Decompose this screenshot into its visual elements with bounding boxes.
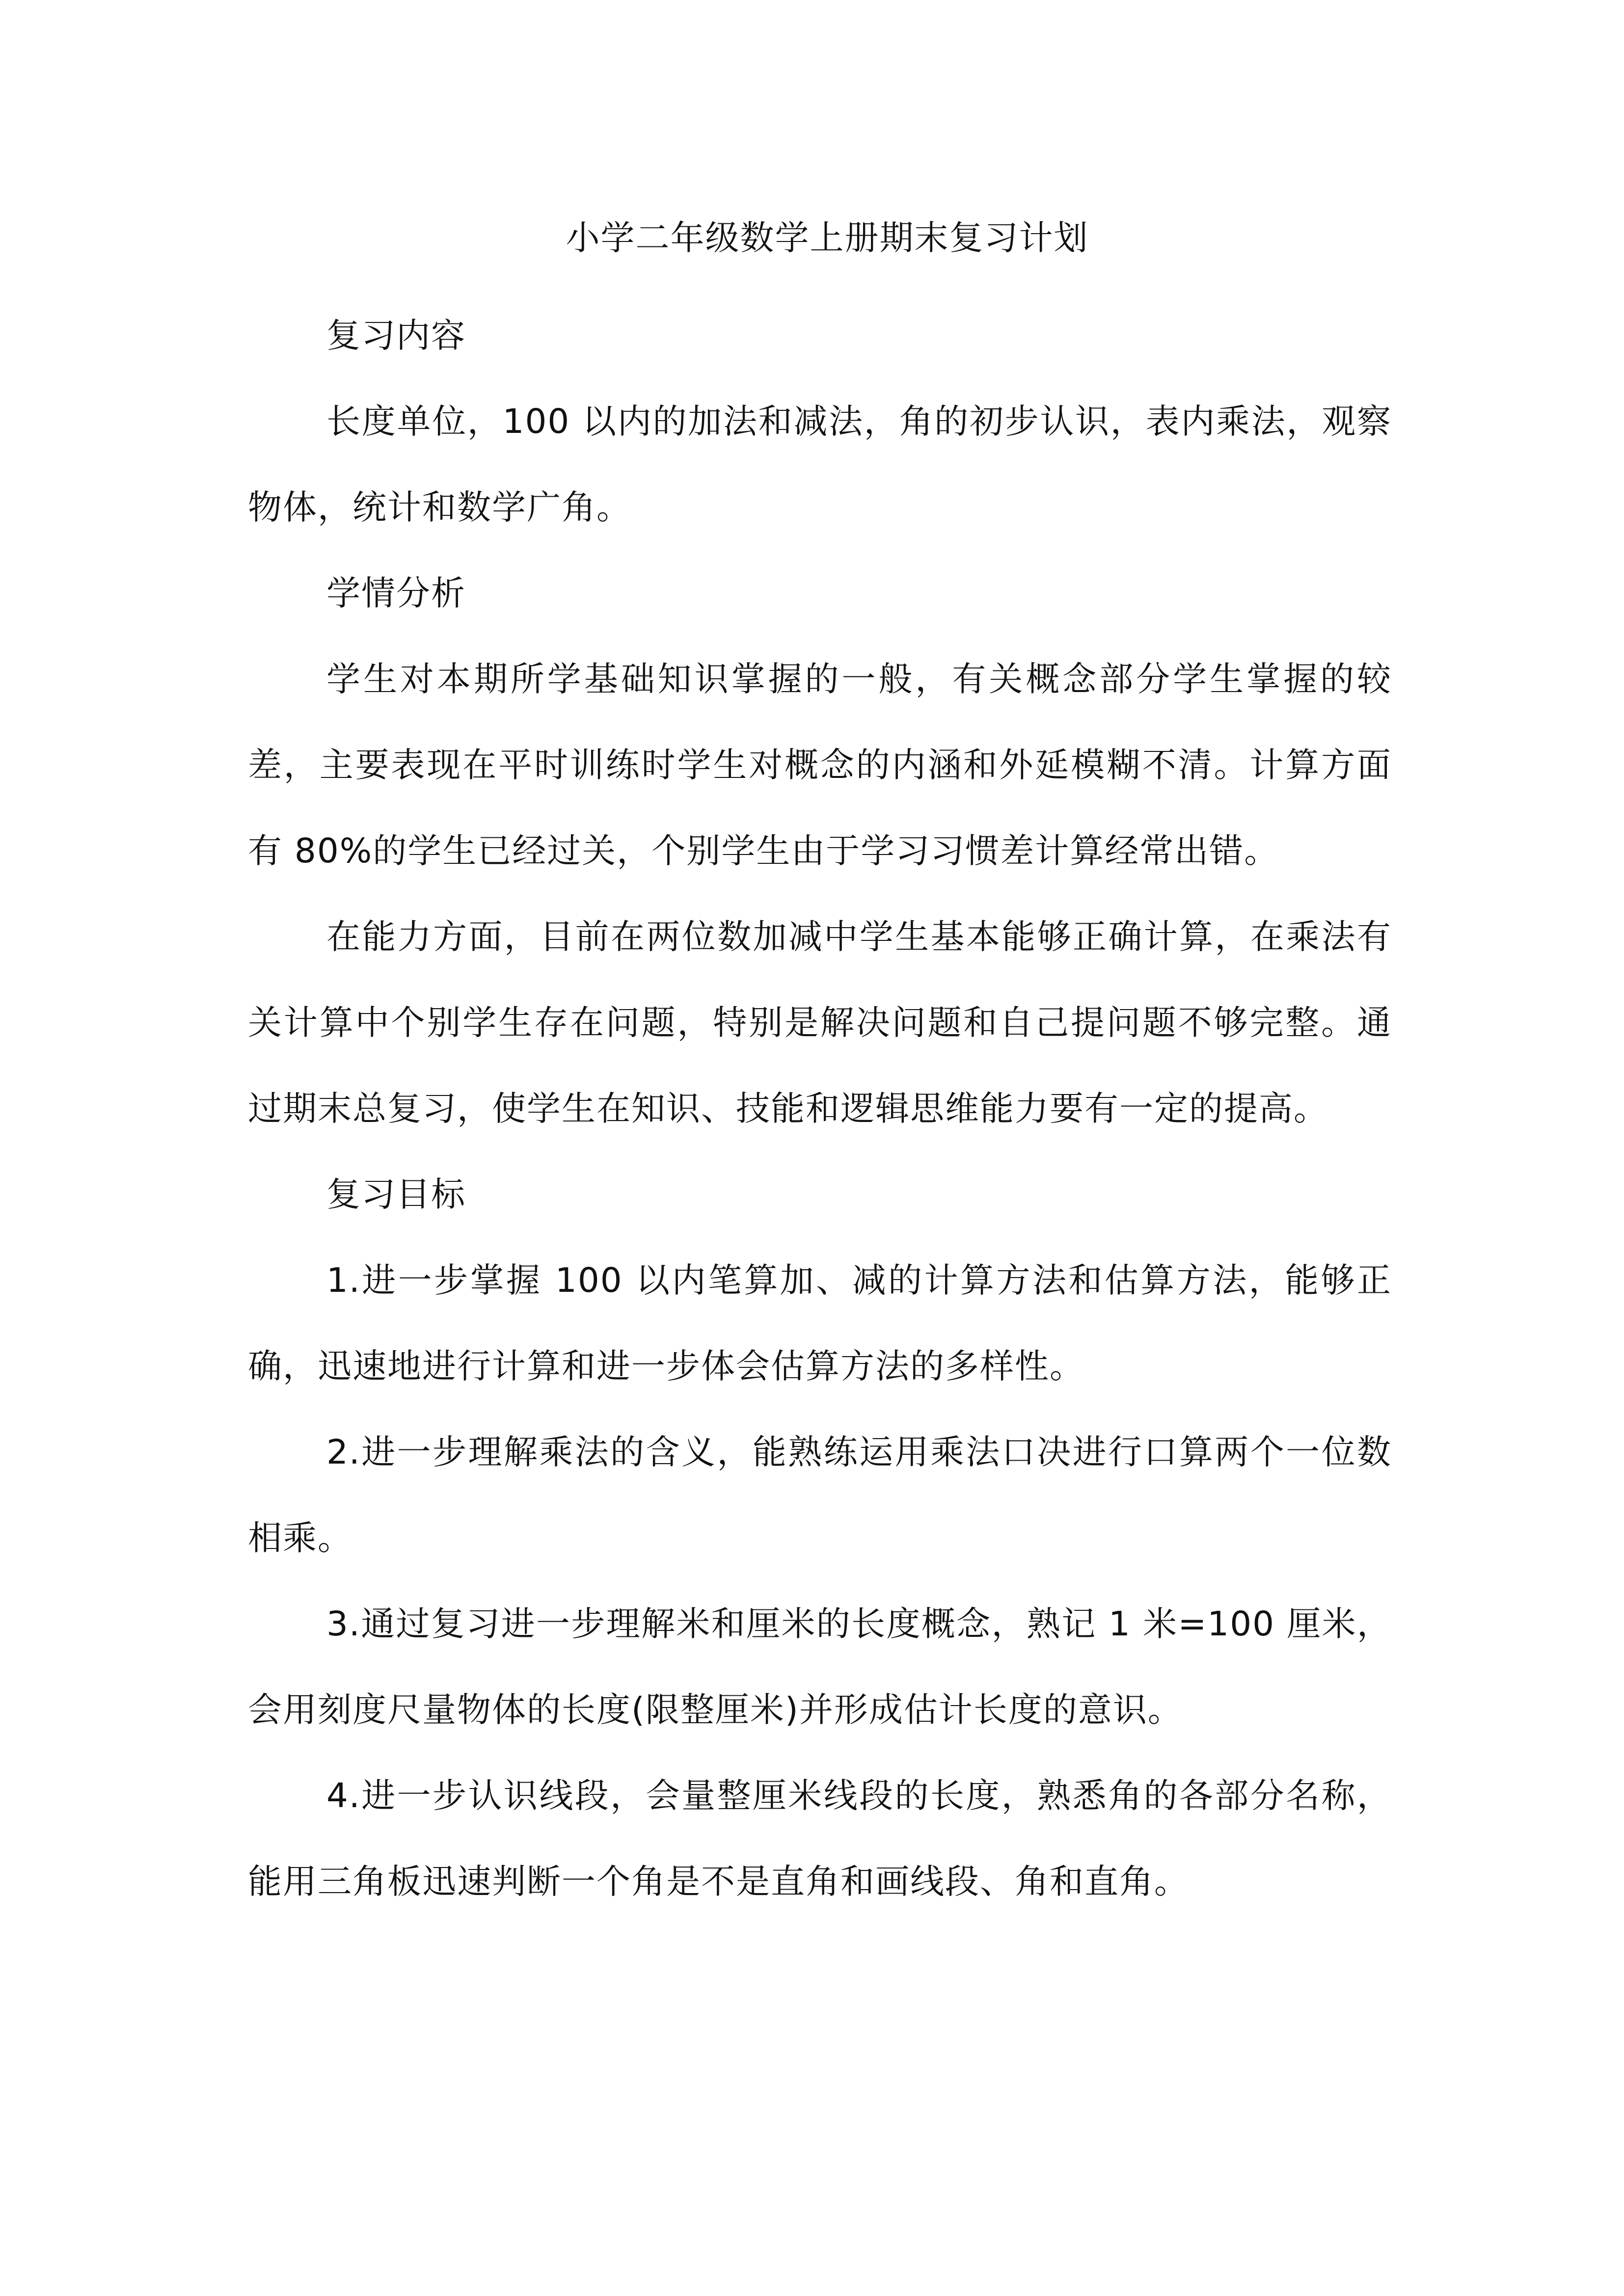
- document-body: [248, 209, 1392, 1925]
- paragraph: 3.通过复习进一步理解米和厘米的长度概念，熟记 1 米=100 厘米，会用刻度尺量物体的长度(限整厘米)并形成估计长度的意识。: [248, 1604, 1392, 1730]
- paragraph: 学生对本期所学基础知识掌握的一般，有关概念部分学生掌握的较差，主要表现在平时训练时学生对概念的内涵和外延模糊不清。计算方面有 80%的学生已经过关，个别学生由于学习习惯差计算经常出错。: [248, 660, 1392, 871]
- paragraph: 2.进一步理解乘法的含义，能熟练运用乘法口决进行口算两个一位数相乘。: [248, 1433, 1392, 1558]
- paragraph: 长度单位，100 以内的加法和减法，角的初步认识，表内乘法，观察物体，统计和数学广角。: [248, 402, 1392, 527]
- paragraph: 1.进一步掌握 100 以内笔算加、减的计算方法和估算方法，能够正确，迅速地进行计算和进一步体会估算方法的多样性。: [248, 1261, 1392, 1386]
- section-heading-student-analysis: 学情分析: [326, 574, 466, 613]
- section-heading-review-goals: 复习目标: [326, 1175, 466, 1214]
- document-title: 小学二年级数学上册期末复习计划: [566, 218, 1089, 258]
- section-heading-review-content: 复习内容: [326, 316, 466, 355]
- paragraph: 4.进一步认识线段，会量整厘米线段的长度，熟悉角的各部分名称，能用三角板迅速判断一个角是不是直角和画线段、角和直角。: [248, 1776, 1392, 1901]
- paragraph: 在能力方面，目前在两位数加减中学生基本能够正确计算，在乘法有关计算中个别学生存在问题，特别是解决问题和自己提问题不够完整。通过期末总复习，使学生在知识、技能和逻辑思维能力要有一定的提高。: [248, 917, 1392, 1128]
